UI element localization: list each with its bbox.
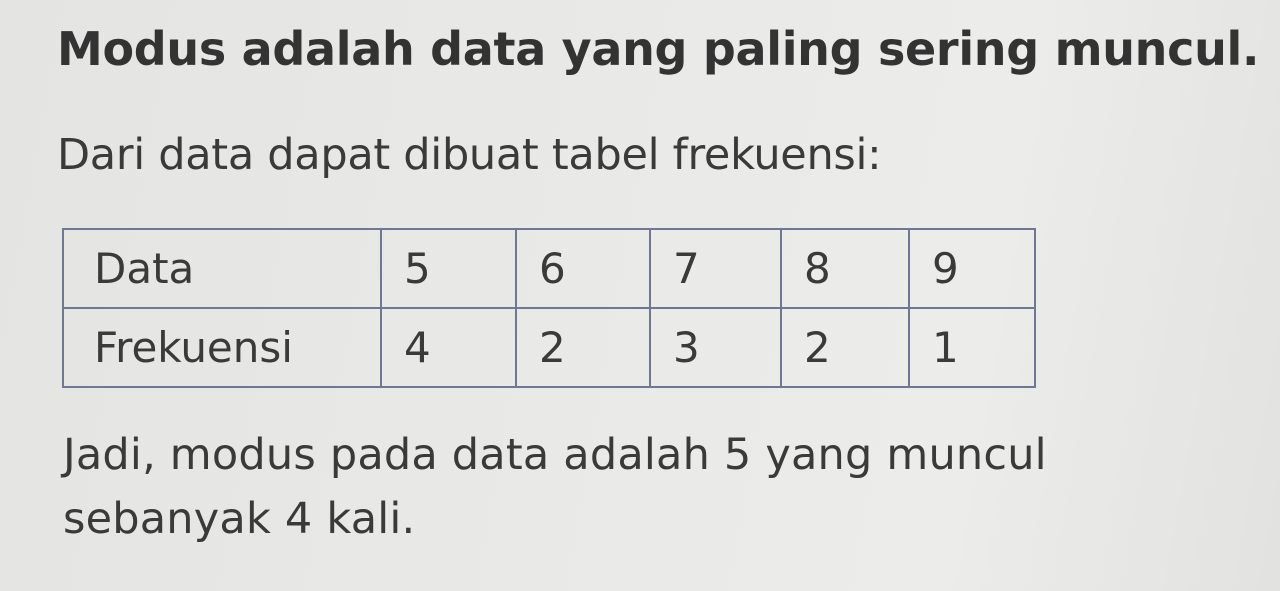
data-row-label: Data xyxy=(63,229,381,308)
frequency-row xyxy=(63,308,1035,387)
table-intro-text: Dari data dapat dibuat tabel frekuensi: xyxy=(57,130,882,180)
frequency-cell: 2 xyxy=(516,308,650,387)
data-row xyxy=(63,229,1035,308)
data-cell: 5 xyxy=(381,229,516,308)
frequency-cell: 4 xyxy=(381,308,516,387)
frequency-cell: 2 xyxy=(781,308,909,387)
conclusion-text xyxy=(63,423,1263,551)
data-cell: 6 xyxy=(516,229,650,308)
frequency-cell: 1 xyxy=(909,308,1035,387)
data-cell: 7 xyxy=(650,229,781,308)
conclusion-line-2: sebanyak 4 kali. xyxy=(63,494,416,544)
frequency-row-label: Frekuensi xyxy=(63,308,381,387)
conclusion-line-1: Jadi, modus pada data adalah 5 yang muncul xyxy=(63,430,1047,480)
data-cell: 9 xyxy=(909,229,1035,308)
frequency-cell: 3 xyxy=(650,308,781,387)
definition-heading: Modus adalah data yang paling sering muncul. xyxy=(57,22,1260,76)
data-cell: 8 xyxy=(781,229,909,308)
frequency-table xyxy=(62,228,1036,388)
